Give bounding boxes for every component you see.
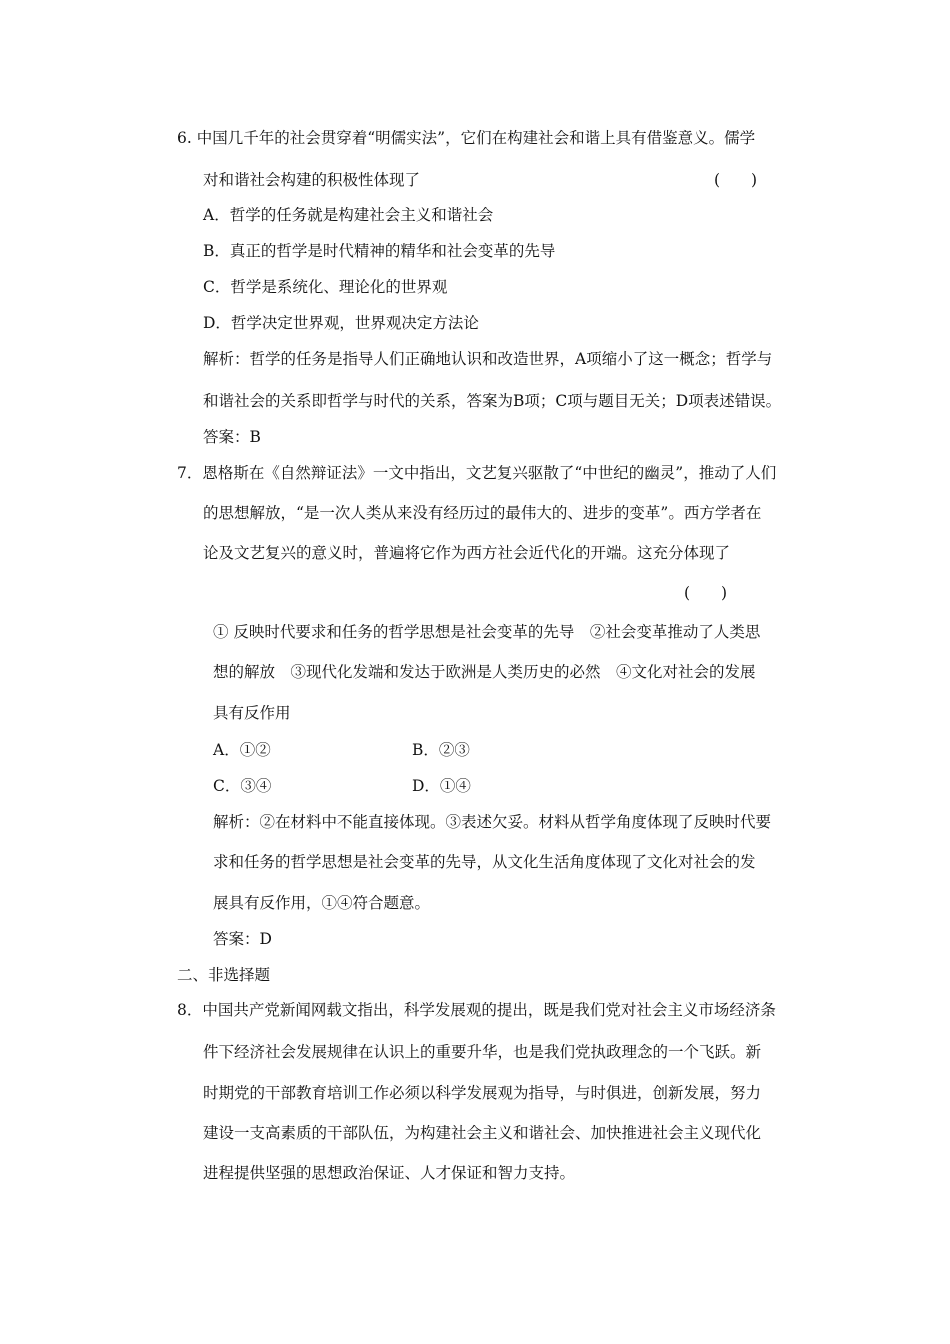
q8-stem-line2: 件下经济社会发展规律在认识上的重要升华，也是我们党执政理念的一个飞跃。新 (203, 1043, 762, 1061)
q6-answer-paren: ( ) (714, 171, 758, 189)
q6-stem-line2: 对和谐社会构建的积极性体现了 (203, 171, 421, 189)
q7-analysis-line3: 展具有反作用，①④符合题意。 (213, 894, 431, 912)
q6-stem-line1: 6. 中国几千年的社会贯穿着“明儒实法”，它们在构建社会和谐上具有借鉴意义。儒学 (177, 129, 756, 147)
q6-analysis-line2: 和谐社会的关系即哲学与时代的关系，答案为B项；C项与题目无关；D项表述错误。 (203, 392, 782, 410)
q8-stem-line3: 时期党的干部教育培训工作必须以科学发展观为指导，与时俱进，创新发展，努力 (203, 1084, 762, 1102)
q7-answer-paren: ( ) (684, 584, 728, 602)
section-heading-non-choice: 二、非选择题 (177, 966, 271, 984)
q7-answer: 答案：D (213, 930, 272, 948)
q7-stem-line2: 的思想解放，“是一次人类从来没有经历过的最伟大的、进步的变革”。西方学者在 (203, 504, 762, 522)
q6-option-a: A．哲学的任务就是构建社会主义和谐社会 (203, 206, 494, 224)
q6-option-d: D．哲学决定世界观，世界观决定方法论 (203, 314, 479, 332)
q7-option-a: A．①② (213, 741, 271, 759)
q7-option-d: D．①④ (412, 777, 471, 795)
q8-stem-line5: 进程提供坚强的思想政治保证、人才保证和智力支持。 (203, 1164, 576, 1182)
q7-option-b: B．②③ (412, 741, 470, 759)
q7-statement-line1: ① 反映时代要求和任务的哲学思想是社会变革的先导 ②社会变革推动了人类思 (213, 623, 761, 641)
q7-analysis-line1: 解析：②在材料中不能直接体现。③表述欠妥。材料从哲学角度体现了反映时代要 (213, 813, 772, 831)
q8-stem-line1: 8．中国共产党新闻网载文指出，科学发展观的提出，既是我们党对社会主义市场经济条 (177, 1001, 776, 1019)
q7-statement-line3: 具有反作用 (213, 704, 291, 722)
q6-option-b: B．真正的哲学是时代精神的精华和社会变革的先导 (203, 242, 556, 260)
q6-analysis-line1: 解析：哲学的任务是指导人们正确地认识和改造世界，A项缩小了这一概念；哲学与 (203, 350, 773, 368)
q7-stem-line3: 论及文艺复兴的意义时，普遍将它作为西方社会近代化的开端。这充分体现了 (203, 544, 731, 562)
q7-option-c: C．③④ (213, 777, 272, 795)
q7-stem-line1: 7．恩格斯在《自然辩证法》一文中指出，文艺复兴驱散了“中世纪的幽灵”，推动了人们 (177, 464, 777, 482)
q7-analysis-line2: 求和任务的哲学思想是社会变革的先导，从文化生活角度体现了文化对社会的发 (213, 853, 756, 871)
q6-answer: 答案：B (203, 428, 261, 446)
q6-option-c: C．哲学是系统化、理论化的世界观 (203, 278, 448, 296)
q8-stem-line4: 建设一支高素质的干部队伍，为构建社会主义和谐社会、加快推进社会主义现代化 (203, 1124, 762, 1142)
q7-statement-line2: 想的解放 ③现代化发端和发达于欧洲是人类历史的必然 ④文化对社会的发展 (213, 663, 756, 681)
